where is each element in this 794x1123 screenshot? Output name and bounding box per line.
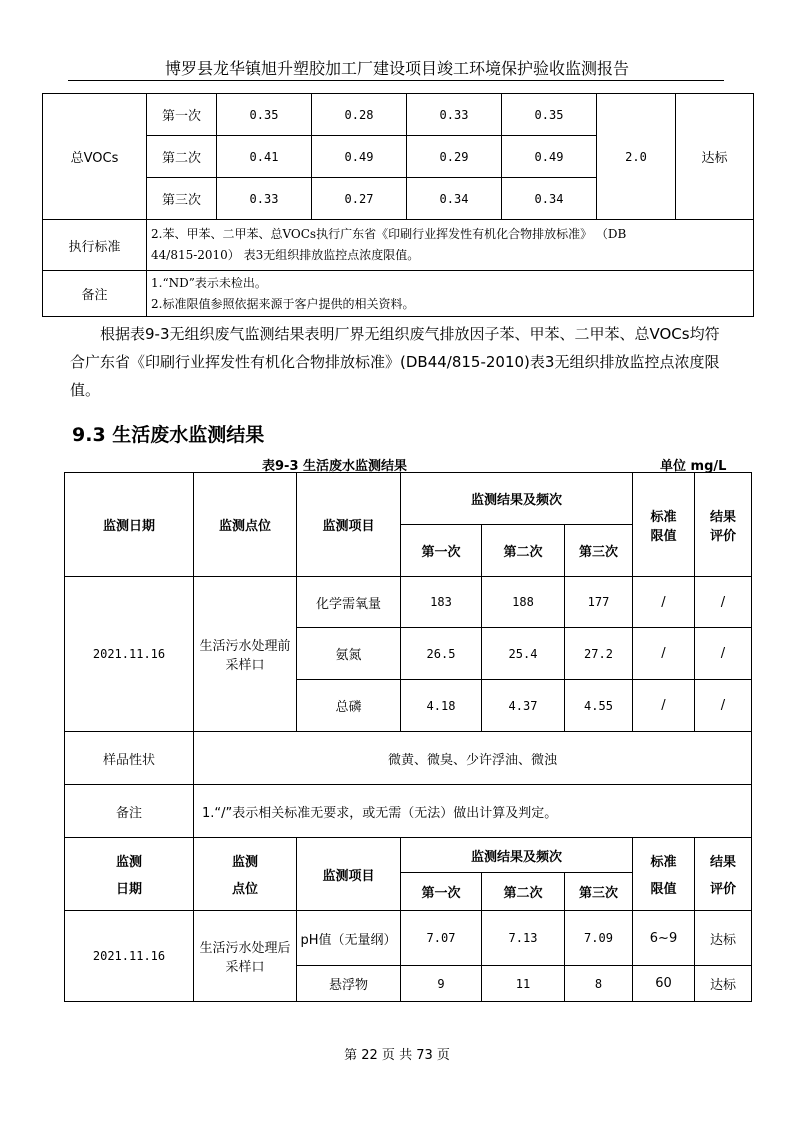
- voc-results-table: [42, 93, 754, 317]
- header-item: 监测项目: [297, 838, 401, 911]
- date-cell: 2021.11.16: [65, 911, 194, 1002]
- voc-value: 0.34: [502, 178, 597, 220]
- value-cell: 25.4: [482, 628, 565, 680]
- value-cell: 8: [565, 966, 633, 1002]
- value-cell: 26.5: [401, 628, 482, 680]
- table-row: [65, 785, 752, 838]
- voc-value: 0.35: [217, 94, 312, 136]
- remark-label: 备注: [43, 271, 147, 317]
- value-cell: 177: [565, 577, 633, 628]
- header-date-line: 监测: [115, 855, 142, 870]
- evaluation-cell: /: [695, 628, 752, 680]
- standard-line: 2.苯、甲苯、二甲苯、总VOCs执行广东省《印刷行业挥发性有机化合物排放标准》 （DB: [151, 227, 627, 241]
- standard-line: 44/815-2010） 表3无组织排放监控点浓度限值。: [151, 248, 420, 262]
- header-second: 第二次: [482, 873, 565, 911]
- evaluation-cell: /: [695, 577, 752, 628]
- header-first: 第一次: [401, 525, 482, 577]
- sample-value: 微黄、微臭、少许浮油、微浊: [194, 732, 752, 785]
- value-cell: 4.37: [482, 680, 565, 732]
- round-label: 第三次: [147, 178, 217, 220]
- header-results-freq: 监测结果及频次: [401, 838, 633, 873]
- limit-cell: /: [633, 577, 695, 628]
- page-footer: 第 22 页 共 73 页: [344, 1048, 450, 1063]
- wastewater-results-table: [64, 472, 752, 1002]
- voc-value: 0.49: [312, 136, 407, 178]
- header-limit-line: 限值: [650, 882, 677, 897]
- table-header-row: [65, 473, 752, 525]
- table-row: [43, 94, 754, 136]
- header-second: 第二次: [482, 525, 565, 577]
- value-cell: 188: [482, 577, 565, 628]
- voc-value: 0.29: [407, 136, 502, 178]
- voc-value: 0.41: [217, 136, 312, 178]
- round-label: 第一次: [147, 94, 217, 136]
- table-caption: 表9-3 生活废水监测结果: [262, 459, 408, 474]
- voc-value: 0.28: [312, 94, 407, 136]
- value-cell: 9: [401, 966, 482, 1002]
- header-point-line: 监测: [231, 855, 258, 870]
- remark-line: 2.标准限值参照依据来源于客户提供的相关资料。: [151, 296, 415, 311]
- header-date: [65, 838, 194, 911]
- limit-cell: /: [633, 680, 695, 732]
- section-title: 9.3 生活废水监测结果: [72, 424, 265, 446]
- item-cell: 氨氮: [297, 628, 401, 680]
- voc-value: 0.34: [407, 178, 502, 220]
- value-cell: 7.09: [565, 911, 633, 966]
- header-point: [194, 838, 297, 911]
- point-cell: 生活污水处理后 采样口: [194, 911, 297, 1002]
- remark-label: 备注: [65, 785, 194, 838]
- header-date-line: 日期: [115, 882, 142, 897]
- remark-text: [147, 271, 754, 317]
- voc-limit: 2.0: [597, 94, 676, 220]
- item-cell: 悬浮物: [297, 966, 401, 1002]
- evaluation-cell: 达标: [695, 911, 752, 966]
- limit-cell: 6~9: [633, 911, 695, 966]
- table-row: [43, 271, 754, 317]
- remark-value: 1.“/”表示相关标准无要求，或无需（无法）做出计算及判定。: [194, 785, 752, 838]
- header-limit-line: 标准: [650, 855, 677, 870]
- evaluation-cell: 达标: [695, 966, 752, 1002]
- table-row: [65, 911, 752, 966]
- voc-value: 0.27: [312, 178, 407, 220]
- value-cell: 4.55: [565, 680, 633, 732]
- voc-value: 0.33: [407, 94, 502, 136]
- table-unit: 单位 mg/L: [660, 459, 727, 474]
- standard-text: [147, 220, 754, 271]
- header-eval-line: 评价: [709, 882, 736, 897]
- header-first: 第一次: [401, 873, 482, 911]
- page-header-title: 博罗县龙华镇旭升塑胶加工厂建设项目竣工环境保护验收监测报告: [164, 59, 629, 78]
- header-eval-line: 结果: [709, 855, 736, 870]
- table-header-row: [65, 838, 752, 873]
- table-row: [65, 577, 752, 628]
- header-evaluation: [695, 838, 752, 911]
- header-limit: [633, 838, 695, 911]
- value-cell: 27.2: [565, 628, 633, 680]
- header-evaluation: 结果评价: [695, 473, 752, 577]
- header-third: 第三次: [565, 873, 633, 911]
- header-point-line: 点位: [231, 882, 258, 897]
- round-label: 第二次: [147, 136, 217, 178]
- standard-label: 执行标准: [43, 220, 147, 271]
- header-third: 第三次: [565, 525, 633, 577]
- value-cell: 7.13: [482, 911, 565, 966]
- value-cell: 7.07: [401, 911, 482, 966]
- remark-line: 1.“ND”表示未检出。: [151, 275, 267, 290]
- limit-cell: /: [633, 628, 695, 680]
- limit-cell: 60: [633, 966, 695, 1002]
- value-cell: 11: [482, 966, 565, 1002]
- header-divider: [68, 80, 724, 81]
- header-limit: 标准限值: [633, 473, 695, 577]
- value-cell: 183: [401, 577, 482, 628]
- voc-pollutant-cell: 总VOCs: [43, 94, 147, 220]
- voc-value: 0.49: [502, 136, 597, 178]
- table-row: [43, 220, 754, 271]
- point-cell: 生活污水处理前采样口: [194, 577, 297, 732]
- sample-label: 样品性状: [65, 732, 194, 785]
- evaluation-cell: /: [695, 680, 752, 732]
- date-cell: 2021.11.16: [65, 577, 194, 732]
- table-row: [65, 732, 752, 785]
- conclusion-paragraph: 根据表9-3无组织废气监测结果表明厂界无组织废气排放因子苯、甲苯、二甲苯、总VOCs均符合广东省《印刷行业挥发性有机化合物排放标准》(DB44/815-2010)表3无组织排放监控点浓度限值。: [70, 325, 720, 399]
- header-date: 监测日期: [65, 473, 194, 577]
- header-point: 监测点位: [194, 473, 297, 577]
- header-results-freq: 监测结果及频次: [401, 473, 633, 525]
- item-cell: pH值（无量纲）: [297, 911, 401, 966]
- voc-value: 0.33: [217, 178, 312, 220]
- item-cell: 化学需氧量: [297, 577, 401, 628]
- item-cell: 总磷: [297, 680, 401, 732]
- value-cell: 4.18: [401, 680, 482, 732]
- header-item: 监测项目: [297, 473, 401, 577]
- voc-value: 0.35: [502, 94, 597, 136]
- voc-result: 达标: [676, 94, 754, 220]
